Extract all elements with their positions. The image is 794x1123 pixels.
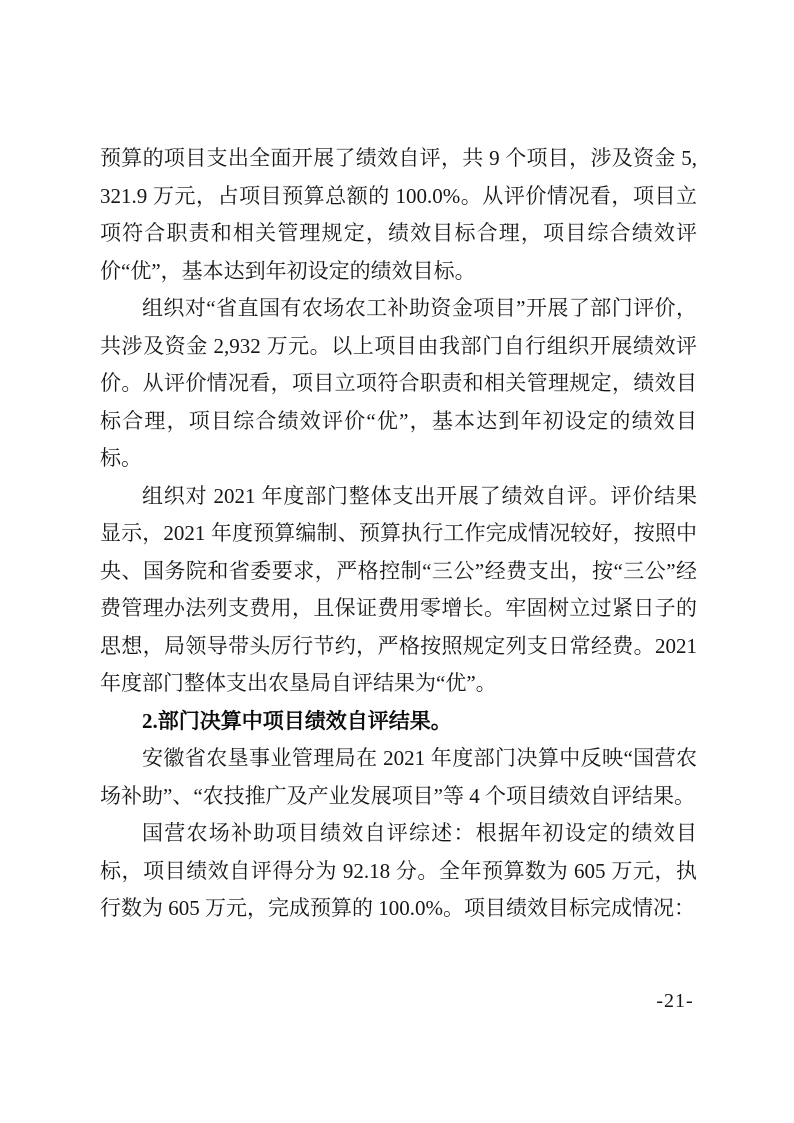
page-body bbox=[100, 140, 697, 928]
paragraph-department-evaluation: 组织对“省直国有农场农工补助资金项目”开展了部门评价，共涉及资金 2,932 万元。以上项目由我部门自行组织开展绩效评价。从评价情况看，项目立项符合职责和相关管理规定，绩效目标合理，项目综合绩效评价“优”，基本达到年初设定的绩效目标。 bbox=[100, 296, 697, 470]
page-number: -21- bbox=[656, 990, 694, 1012]
section-heading-final-accounts-results: 2.部门决算中项目绩效自评结果。 bbox=[142, 708, 452, 733]
paragraph-state-farm-subsidy-summary: 国营农场补助项目绩效自评综述：根据年初设定的绩效目标，项目绩效自评得分为 92.18 分。全年预算数为 605 万元，执行数为 605 万元，完成预算的 100.0%。项目绩效目标完成情况： bbox=[100, 821, 697, 920]
paragraph-final-accounts-projects: 安徽省农垦事业管理局在 2021 年度部门决算中反映“国营农场补助”、“农技推广及产业发展项目”等 4 个项目绩效自评结果。 bbox=[100, 746, 697, 808]
paragraph-overall-expenditure-evaluation: 组织对 2021 年度部门整体支出开展了绩效自评。评价结果显示，2021 年度预算编制、预算执行工作完成情况较好，按照中央、国务院和省委要求，严格控制“三公”经费支出，按“三公”经费管理办法列支费用，且保证费用零增长。牢固树立过紧日子的思想，局领导带头厉行节约，严格按照规定列支日常经费。2021 年度部门整体支出农垦局自评结果为“优”。 bbox=[100, 483, 697, 695]
paragraph-project-self-evaluation: 预算的项目支出全面开展了绩效自评，共 9 个项目，涉及资金 5,321.9 万元，占项目预算总额的 100.0%。从评价情况看，项目立项符合职责和相关管理规定，绩效目标合理，项目综合绩效评价“优”，基本达到年初设定的绩效目标。 bbox=[100, 146, 697, 283]
